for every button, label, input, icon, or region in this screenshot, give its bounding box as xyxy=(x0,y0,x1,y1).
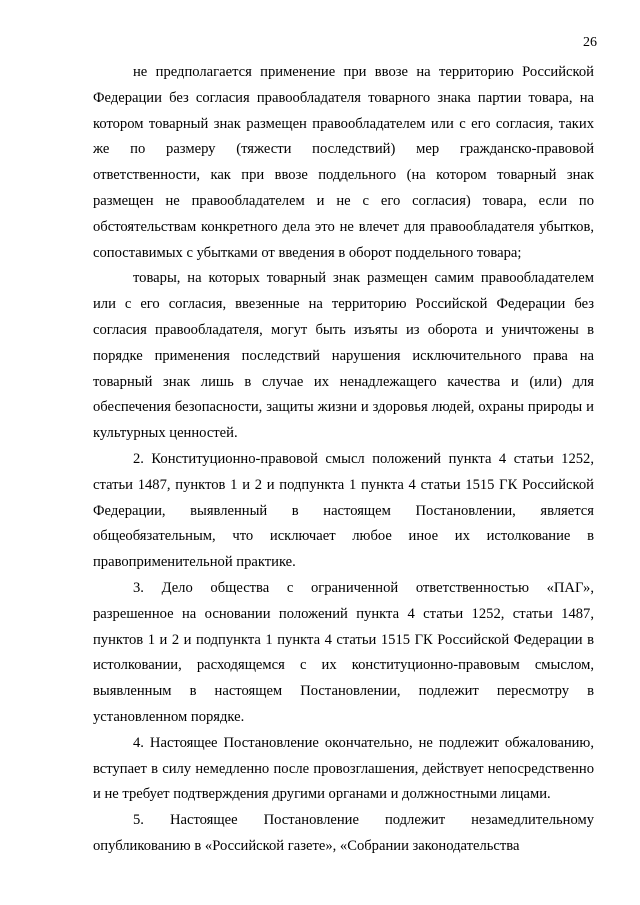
paragraph-item-2: 2. Конституционно-правовой смысл положений пункта 4 статьи 1252, статьи 1487, пунктов 1 и 2 и подпункта 1 пункта 4 статьи 1515 ГК Российской Федерации, выявленный в настоящем Постановлении, является общеобязательным, что исключает любое иное их истолкование в правоприменительной практике. xyxy=(93,450,594,571)
document-body xyxy=(93,60,594,860)
page-number: 26 xyxy=(583,35,597,50)
paragraph-item-4: 4. Настоящее Постановление окончательно, не подлежит обжалованию, вступает в силу немедленно после провозглашения, действует непосредственно и не требует подтверждения другими органами и должностными лицами. xyxy=(93,734,594,803)
paragraph-goods: товары, на которых товарный знак размещен самим правообладателем или с его согласия, ввезенные на территорию Российской Федерации без согласия правообладателя, могут быть изъяты из оборота и уничтожены в порядке применения последствий нарушения исключительного права на товарный знак лишь в случае их ненадлежащего качества и (или) для обеспечения безопасности, защиты жизни и здоровья людей, охраны природы и культурных ценностей. xyxy=(93,270,594,442)
paragraph-continuation: не предполагается применение при ввозе на территорию Российской Федерации без согласия правообладателя товарного знака партии товара, на котором товарный знак размещен правообладателем или с его согласия, таких же по размеру (тяжести последствий) мер гражданско-правовой ответственности, как при ввозе поддельного (на котором товарный знак размещен не правообладателем и не с его согласия) товара, если по обстоятельствам конкретного дела это не влечет для правообладателя убытков, сопоставимых с убытками от введения в оборот поддельного товара; xyxy=(93,64,594,261)
paragraph-item-5: 5. Настоящее Постановление подлежит незамедлительному опубликованию в «Российской газете», «Собрании законодательства xyxy=(93,812,594,854)
paragraph-item-3: 3. Дело общества с ограниченной ответственностью «ПАГ», разрешенное на основании положений пункта 4 статьи 1252, статьи 1487, пунктов 1 и 2 и подпункта 1 пункта 4 статьи 1515 ГК Российской Федерации в истолковании, расходящемся с их конституционно-правовым смыслом, выявленным в настоящем Постановлении, подлежит пересмотру в установленном порядке. xyxy=(93,579,594,725)
